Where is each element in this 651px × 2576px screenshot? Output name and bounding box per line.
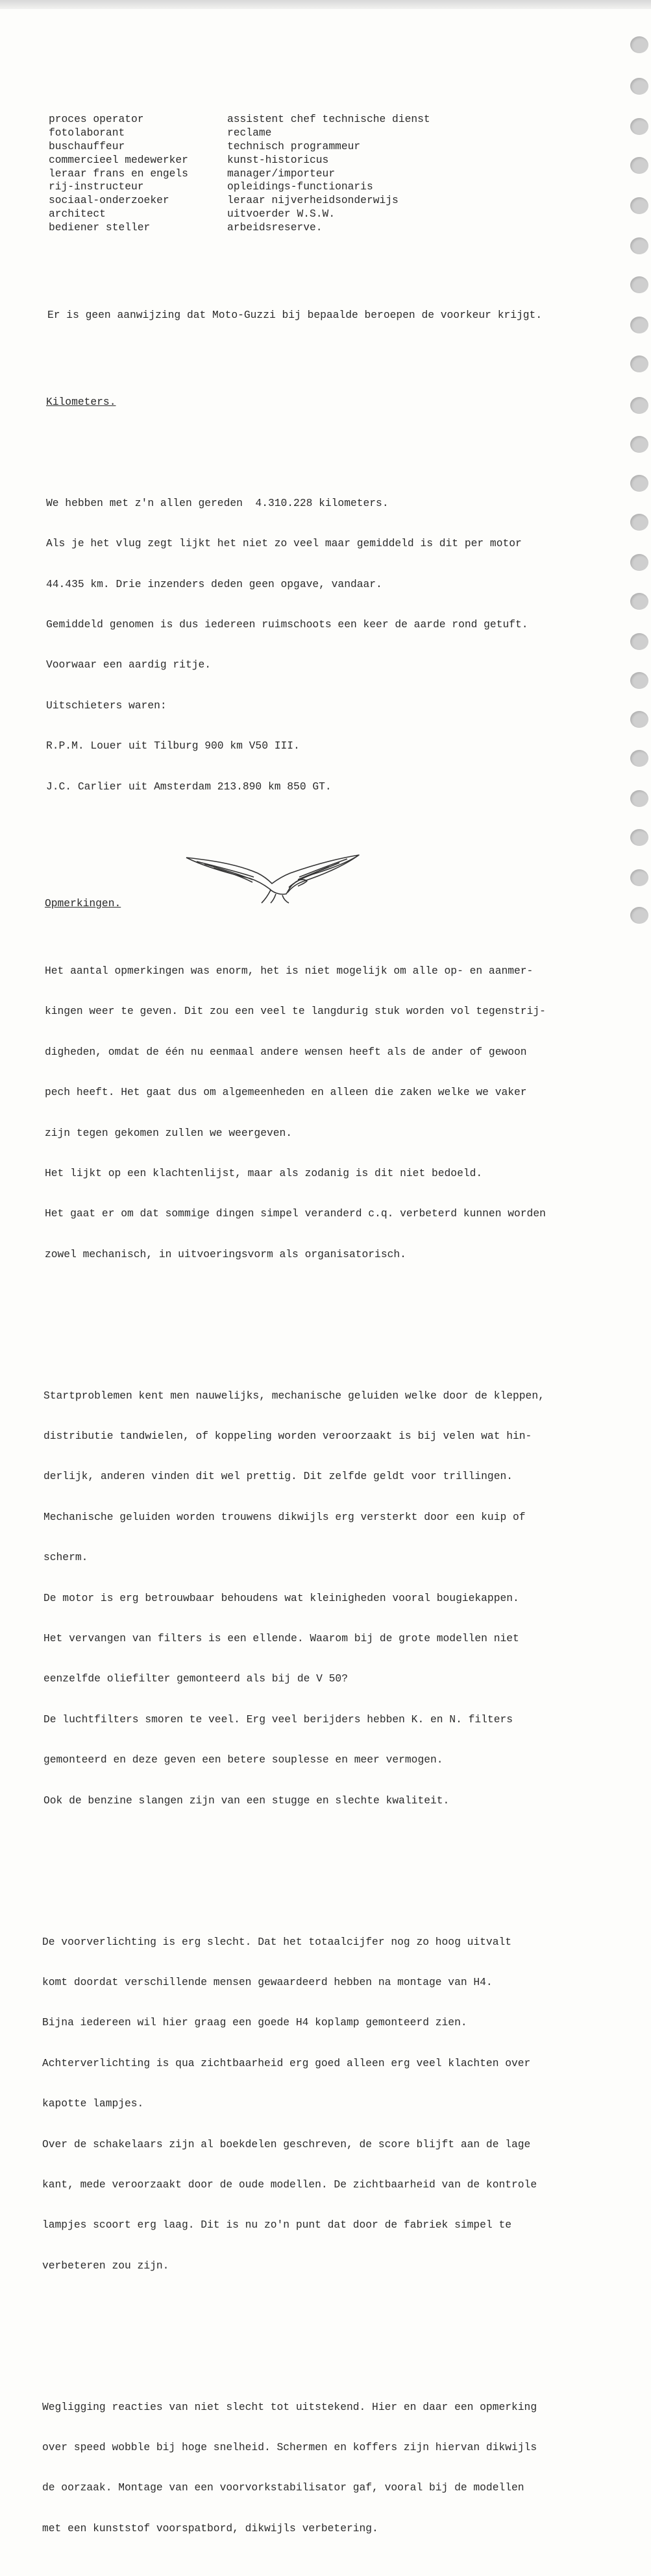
text-line: 44.435 km. Drie inzenders deden geen opgave, vandaar. [46, 577, 382, 590]
text-line: Mechanische geluiden worden trouwens dikwijls erg versterkt door een kuip of [43, 1510, 526, 1523]
text-line: Als je het vlug zegt lijkt het niet zo veel maar gemiddeld is dit per motor [46, 537, 522, 550]
text-line: zowel mechanisch, in uitvoeringsvorm als organisatorisch. [45, 1247, 406, 1260]
profession-left: sociaal-onderzoeker [49, 194, 169, 207]
text-line: verbeteren zou zijn. [42, 2259, 169, 2272]
text-line: gemonteerd en deze geven een betere souplesse en meer vermogen. [43, 1753, 443, 1766]
text-line: Het vervangen van filters is een ellende. Waarom bij de grote modellen niet [43, 1632, 519, 1645]
text-line: distributie tandwielen, of koppeling worden veroorzaakt is bij velen wat hin- [43, 1430, 532, 1443]
binding-holes [625, 0, 651, 917]
profession-left: proces operator [49, 113, 144, 126]
opmerkingen-heading: Opmerkingen. [45, 897, 121, 910]
text-line: Het aantal opmerkingen was enorm, het is niet mogelijk om alle op- en aanmer- [45, 965, 534, 977]
profession-right: kunst-historicus [227, 153, 329, 166]
text-line: Over de schakelaars zijn al boekdelen geschreven, de score blijft aan de lage [42, 2137, 531, 2150]
text-line: Wegligging reacties van niet slecht tot uitstekend. Hier en daar een opmerking [42, 2400, 537, 2413]
text-line: komt doordat verschillende mensen gewaardeerd hebben na montage van H4. [42, 1975, 493, 1988]
profession-left: buschauffeur [49, 139, 125, 152]
profession-left: leraar frans en engels [49, 167, 188, 180]
text-line: de oorzaak. Montage van een voorvorkstabilisator gaf, vooral bij de modellen [42, 2481, 524, 2494]
profession-right: reclame [227, 126, 272, 139]
text-line: Het lijkt op een klachtenlijst, maar als zodanig is dit niet bedoeld. [45, 1166, 483, 1179]
text-line: De voorverlichting is erg slecht. Dat het totaalcijfer nog zo hoog uitvalt [42, 1935, 512, 1948]
profession-right: manager/importeur [227, 167, 336, 180]
profession-left: bediener steller [49, 221, 151, 234]
text-line: Ook de benzine slangen zijn van een stugge en slechte kwaliteit. [43, 1794, 450, 1807]
document-body [42, 73, 620, 2576]
kilometers-section [46, 470, 620, 821]
text-line: met een kunststof voorspatbord, dikwijls verbetering. [42, 2522, 378, 2534]
profession-left: architect [49, 207, 106, 220]
profession-right: technisch programmeur [227, 139, 361, 152]
opmerkingen-para3 [42, 1908, 620, 2300]
opmerkingen-para4 [42, 2374, 620, 2562]
opmerkingen-para1 [45, 937, 620, 1288]
text-line: scherm. [43, 1551, 88, 1564]
profession-right: assistent chef technische dienst [227, 113, 430, 126]
profession-left: commercieel medewerker [49, 153, 188, 166]
text-line: kapotte lampjes. [42, 2097, 144, 2110]
text-line: De luchtfilters smoren te veel. Erg veel berijders hebben K. en N. filters [43, 1713, 513, 1726]
profession-list [49, 113, 620, 234]
profession-left: fotolaborant [49, 126, 125, 139]
text-line: Gemiddeld genomen is dus iedereen ruimschoots een keer de aarde rond getuft. [46, 618, 528, 631]
profession-right: uitvoerder W.S.W. [227, 207, 336, 220]
text-line: We hebben met z'n allen gereden 4.310.228 kilometers. [46, 496, 389, 509]
text-line: Bijna iedereen wil hier graag een goede H4 koplamp gemonteerd zien. [42, 2016, 467, 2029]
profession-right: arbeidsreserve. [227, 221, 323, 234]
text-line: digheden, omdat de één nu eenmaal andere wensen heeft als de ander of gewoon [45, 1045, 527, 1058]
profession-conclusion: Er is geen aanwijzing dat Moto-Guzzi bij bepaalde beroepen de voorkeur krijgt. [47, 308, 543, 321]
profession-right: leraar nijverheidsonderwijs [227, 194, 399, 207]
profession-left: rij-instructeur [49, 180, 144, 193]
text-line: Uitschieters waren: [46, 699, 167, 712]
scan-top-edge [0, 0, 651, 9]
text-line: over speed wobble bij hoge snelheid. Schermen en koffers zijn hiervan dikwijls [42, 2441, 537, 2454]
text-line: Startproblemen kent men nauwelijks, mechanische geluiden welke door de kleppen, [43, 1389, 545, 1402]
text-line: Voorwaar een aardig ritje. [46, 658, 212, 671]
text-line: J.C. Carlier uit Amsterdam 213.890 km 850 GT. [46, 780, 332, 793]
profession-right: opleidings-functionaris [227, 180, 373, 193]
text-line: De motor is erg betrouwbaar behoudens wat kleinigheden vooral bougiekappen. [43, 1591, 519, 1604]
text-line: lampjes scoort erg laag. Dit is nu zo'n punt dat door de fabriek simpel te [42, 2219, 512, 2232]
text-line: pech heeft. Het gaat dus om algemeenheden en alleen die zaken welke we vaker [45, 1086, 527, 1099]
text-line: Achterverlichting is qua zichtbaarheid erg goed alleen erg veel klachten over [42, 2056, 531, 2069]
text-line: Het gaat er om dat sommige dingen simpel veranderd c.q. verbeterd kunnen worden [45, 1207, 546, 1220]
opmerkingen-para2 [43, 1362, 620, 1835]
text-line: eenzelfde oliefilter gemonteerd als bij de V 50? [43, 1672, 348, 1685]
text-line: zijn tegen gekomen zullen we weergeven. [45, 1126, 293, 1139]
kilometers-heading: Kilometers. [46, 396, 116, 409]
text-line: kant, mede veroorzaakt door de oude modellen. De zichtbaarheid van de kontrole [42, 2178, 537, 2191]
text-line: kingen weer te geven. Dit zou een veel te langdurig stuk worden vol tegenstrij- [45, 1005, 546, 1018]
text-line: derlijk, anderen vinden dit wel prettig. Dit zelfde geldt voor trillingen. [43, 1470, 513, 1483]
text-line: R.P.M. Louer uit Tilburg 900 km V50 III. [46, 740, 300, 752]
eagle-logo-icon [185, 847, 360, 904]
